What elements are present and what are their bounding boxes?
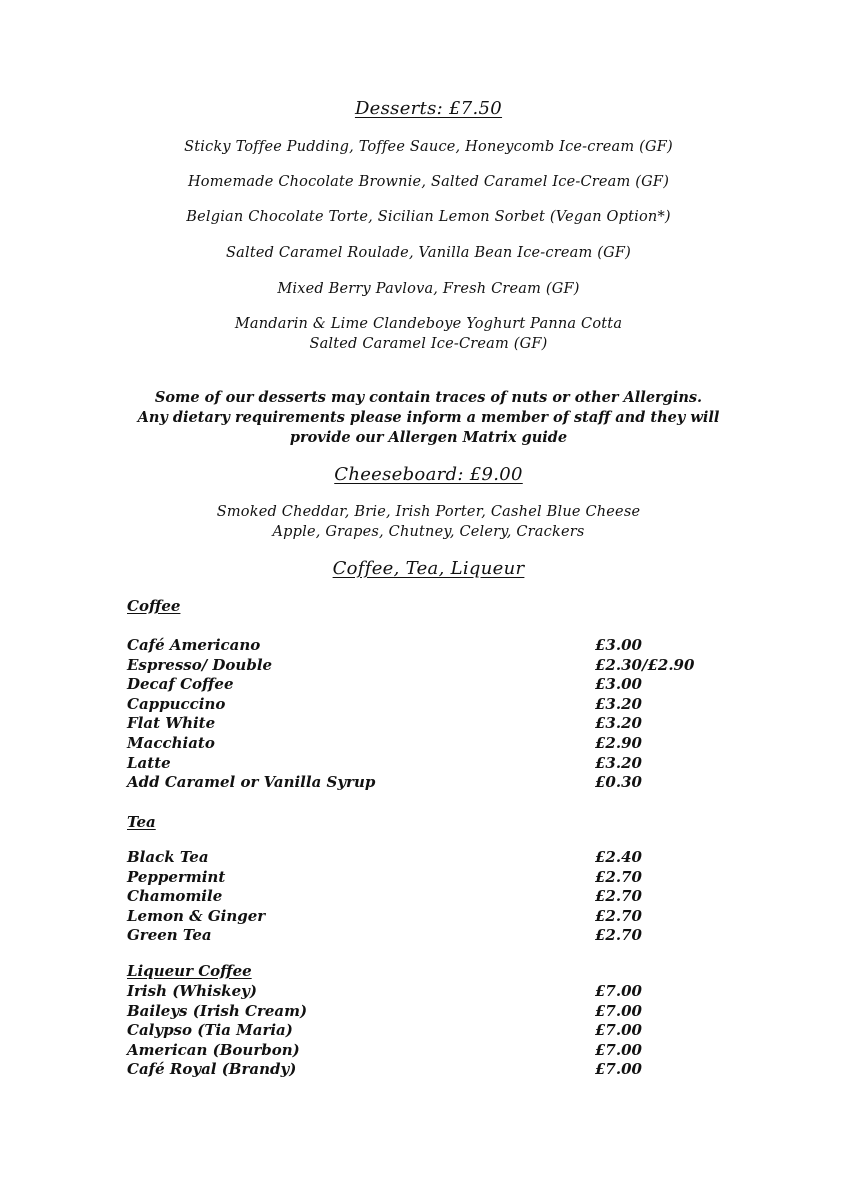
- dessert-item: Salted Caramel Roulade, Vanilla Bean Ice-cream (GF): [226, 245, 631, 261]
- menu-item-name: Decaf Coffee: [127, 675, 234, 694]
- menu-item-price: £7.00: [595, 1021, 642, 1040]
- menu-item-name: Café Americano: [127, 636, 261, 654]
- menu-item-name: Latte: [127, 753, 171, 772]
- menu-item-row: [127, 1041, 727, 1061]
- menu-item-name: Chamomile: [127, 887, 223, 906]
- menu-item-row: [127, 734, 727, 754]
- menu-item-row: [127, 1060, 727, 1080]
- cheeseboard-line: Apple, Grapes, Chutney, Celery, Crackers: [272, 524, 585, 540]
- menu-item-name: Baileys (Irish Cream): [127, 1001, 308, 1020]
- menu-item-name: Lemon & Ginger: [127, 906, 266, 925]
- dessert-item: Salted Caramel Ice-Cream (GF): [309, 336, 548, 352]
- menu-item-row: [127, 656, 727, 676]
- menu-item-name: Café Royal (Brandy): [127, 1060, 297, 1079]
- menu-item-price: £3.00: [595, 675, 642, 694]
- coffee-price-list: [127, 636, 727, 793]
- dessert-item: Mandarin & Lime Clandeboye Yoghurt Panna Cotta: [234, 316, 623, 332]
- menu-item-name: Irish (Whiskey): [127, 982, 257, 1000]
- menu-item-price: £7.00: [595, 1040, 642, 1059]
- menu-item-name: Macchiato: [127, 733, 215, 752]
- coffee-section-label: Coffee: [127, 597, 181, 615]
- dessert-item: Homemade Chocolate Brownie, Salted Caramel Ice-Cream (GF): [187, 174, 670, 190]
- menu-item-name: Espresso/ Double: [127, 655, 273, 674]
- menu-item-name: Flat White: [127, 714, 216, 733]
- menu-item-row: [127, 675, 727, 695]
- menu-item-row: [127, 868, 727, 888]
- menu-item-name: American (Bourbon): [127, 1040, 300, 1059]
- allergen-notice-line: Some of our desserts may contain traces of nuts or other Allergins.: [154, 389, 703, 406]
- menu-item-name: Calypso (Tia Maria): [127, 1021, 293, 1040]
- menu-item-row: [127, 1002, 727, 1022]
- dessert-item: Sticky Toffee Pudding, Toffee Sauce, Honeycomb Ice-cream (GF): [184, 139, 673, 155]
- menu-item-price: £2.30/£2.90: [595, 655, 695, 674]
- menu-item-row: [127, 754, 727, 774]
- menu-item-name: Black Tea: [127, 848, 209, 866]
- menu-item-row: [127, 1021, 727, 1041]
- menu-item-row: [127, 926, 727, 946]
- liqueur-price-list: [127, 982, 727, 1080]
- menu-item-name: Cappuccino: [127, 694, 226, 713]
- menu-item-price: £3.20: [595, 714, 642, 733]
- menu-item-name: Add Caramel or Vanilla Syrup: [127, 773, 376, 792]
- menu-item-price: £2.90: [595, 733, 642, 752]
- dessert-item: Mixed Berry Pavlova, Fresh Cream (GF): [277, 281, 580, 297]
- menu-item-price: £0.30: [595, 773, 642, 792]
- menu-item-row: [127, 636, 727, 656]
- menu-item-row: [127, 887, 727, 907]
- drinks-heading: Coffee, Tea, Liqueur: [332, 558, 525, 579]
- desserts-heading: Desserts: £7.50: [354, 98, 503, 119]
- menu-item-row: [127, 714, 727, 734]
- menu-item-row: [127, 982, 727, 1002]
- menu-item-price: £7.00: [595, 1060, 642, 1079]
- menu-item-price: £2.70: [595, 926, 642, 945]
- menu-item-price: £2.70: [595, 906, 642, 925]
- allergen-notice-line: Any dietary requirements please inform a member of staff and they will: [137, 409, 720, 426]
- cheeseboard-heading: Cheeseboard: £9.00: [334, 464, 523, 485]
- tea-section-label: Tea: [127, 813, 156, 831]
- menu-item-price: £2.40: [595, 848, 642, 866]
- menu-item-name: Peppermint: [127, 867, 226, 886]
- dessert-item: Belgian Chocolate Torte, Sicilian Lemon Sorbet (Vegan Option*): [186, 209, 671, 225]
- tea-price-list: [127, 848, 727, 946]
- menu-item-row: [127, 848, 727, 868]
- liqueur-section-label: Liqueur Coffee: [127, 962, 252, 980]
- menu-item-price: £7.00: [595, 982, 642, 1000]
- menu-item-row: [127, 773, 727, 793]
- menu-item-name: Green Tea: [127, 926, 212, 945]
- menu-item-price: £2.70: [595, 887, 642, 906]
- allergen-notice-line: provide our Allergen Matrix guide: [289, 429, 568, 446]
- menu-item-price: £7.00: [595, 1001, 642, 1020]
- menu-item-price: £2.70: [595, 867, 642, 886]
- cheeseboard-line: Smoked Cheddar, Brie, Irish Porter, Cashel Blue Cheese: [216, 504, 641, 520]
- menu-item-row: [127, 695, 727, 715]
- menu-item-price: £3.00: [595, 636, 642, 654]
- menu-item-price: £3.20: [595, 694, 642, 713]
- menu-item-row: [127, 907, 727, 927]
- menu-item-price: £3.20: [595, 753, 642, 772]
